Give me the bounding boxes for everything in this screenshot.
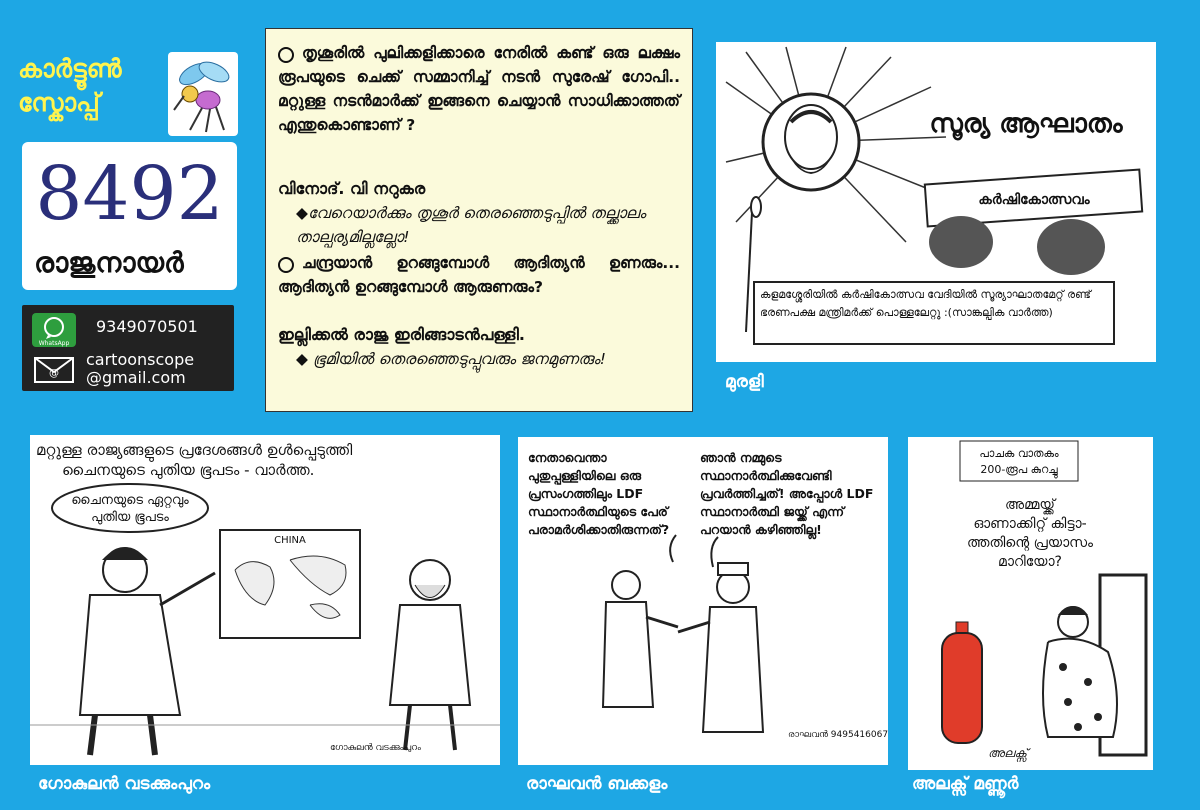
- email-line-1: cartoonscope: [86, 350, 195, 369]
- artist-signature: അലക്സ്: [988, 746, 1028, 760]
- question-2: ചന്ദ്രയാൻ ഉറങ്ങുമ്പോൾ ആദിത്യൻ ഉണരും... ആദിത്യൻ ഉറങ്ങുമ്പോൾ ആരുണരും?: [278, 254, 680, 296]
- gas-cylinder-icon: [942, 622, 982, 743]
- caption-murali: മുരളി: [725, 372, 764, 392]
- brand-line-1: കാർട്ടൂൺ: [18, 54, 122, 83]
- festival-banner: കർഷികോത്സവം: [978, 192, 1090, 208]
- speech-line-2: പുതിയ ഭൂപടം: [91, 510, 169, 525]
- caption-gokulan: ഗോകുലൻ വടക്കുംപുറം: [38, 774, 211, 794]
- question-1-author: വിനോദ്. വി നറുകര: [278, 179, 426, 198]
- email-address: [86, 351, 194, 387]
- cartoon-raghavan: [518, 437, 888, 765]
- contact-box: [22, 305, 234, 391]
- caption-alex: അലക്സ് മണ്ണൂർ: [912, 774, 1019, 794]
- speech-line-1: അമ്മയ്ക്ക്: [1005, 497, 1055, 513]
- news-note: കളമശ്ശേരിയിൽ കർഷികോത്സവ വേദിയിൽ സൂര്യാഘാതമേറ്റ് രണ്ട് ഭരണപക്ഷ മന്ത്രിമർക്ക് പൊള്ളലേറ്റു :(സാങ്കല്പിക വാർത്ത): [760, 288, 1091, 319]
- cartoon-alex: [908, 437, 1153, 770]
- cartoon-gokulan-drawing: [30, 435, 500, 765]
- speech-right: ഞാൻ നമ്മുടെ സ്ഥാനാർത്ഥിക്കുവേണ്ടി പ്രവർത്തിച്ചത്! അപ്പോൾ LDF സ്ഥാനാർത്ഥി ജയ്ക്ക് എന്ന് പറയാൻ കഴിഞ്ഞില്ല!: [700, 450, 874, 537]
- issue-box: [22, 142, 237, 290]
- email-line-2: @gmail.com: [86, 368, 186, 387]
- notice-line-1: പാചക വാതകം: [979, 447, 1059, 460]
- qa-panel: [265, 28, 693, 412]
- speech-line-4: മാറിയോ?: [998, 554, 1062, 570]
- speech-left: നേതാവെന്താ പുതുപ്പള്ളിയിലെ ഒരു പ്രസംഗത്തിലും LDF സ്ഥാനാർത്ഥിയുടെ പേര് പരാമർശിക്കാതിരുന്നത്?: [528, 450, 670, 537]
- bullet-circle-icon: [278, 47, 294, 63]
- issue-number: 8492: [35, 151, 224, 237]
- artist-signature: രാഘവൻ 9495416067: [788, 730, 888, 740]
- caption-raghavan: രാഘവൻ ബക്കളം: [526, 774, 668, 794]
- answer-1: ◆വേറെയാർക്കും തൃശൂർ തെരഞ്ഞെടുപ്പിൽ തല്ക്കാലം താല്പര്യമില്ലല്ലോ!: [296, 204, 646, 246]
- speech-line-1: ചൈനയുടെ ഏറ്റവും: [71, 493, 189, 508]
- cartoon-murali-drawing: [716, 42, 1156, 362]
- mosquito-icon: [168, 52, 238, 136]
- headline-line-2: ചൈനയുടെ പുതിയ ഭൂപടം - വാർത്ത.: [62, 461, 315, 479]
- answer-2: ◆ ഭൂമിയിൽ തെരഞ്ഞെടുപ്പുവരും ജനമുണരും!: [296, 350, 607, 368]
- author-name: രാജുനായർ: [34, 246, 184, 279]
- cartoon-title: സൂര്യ ആഘാതം: [929, 109, 1123, 139]
- mail-icon: [32, 355, 76, 385]
- svg-text:@: @: [49, 368, 59, 379]
- whatsapp-icon: [32, 313, 76, 347]
- bullet-circle-icon: [278, 257, 294, 273]
- cartoon-raghavan-drawing: [518, 437, 888, 765]
- headline-line-1: മറ്റുള്ള രാജ്യങ്ങളുടെ പ്രദേശങ്ങൾ ഉൾപ്പെടുത്തി: [36, 441, 353, 459]
- speech-line-2: ഓണാക്കിറ്റ് കിട്ടാ-: [973, 516, 1087, 532]
- map-label: CHINA: [274, 535, 306, 546]
- cartoon-alex-drawing: [908, 437, 1153, 770]
- speech-line-3: ത്തതിന്റെ പ്രയാസം: [967, 535, 1093, 551]
- question-1: തൃശൂരിൽ പുലിക്കളിക്കാരെ നേരിൽ കണ്ട് ഒരു ലക്ഷം രൂപയുടെ ചെക്ക് സമ്മാനിച്ച് നടൻ സുരേഷ് ഗോപി.. മറ്റുള്ള നടൻമാർക്ക് ഇങ്ങനെ ചെയ്യാൻ സാധിക്കാത്തത് എന്തുകൊണ്ടാണ് ?: [278, 44, 680, 134]
- brand-title: [18, 52, 168, 120]
- notice-line-2: 200-രൂപ കുറച്ചു: [980, 463, 1058, 476]
- brand-line-2: സ്കോപ്പ്: [18, 88, 100, 117]
- artist-signature: ഗോകുലൻ വടക്കുംപുറം: [330, 743, 421, 753]
- cartoon-murali: [716, 42, 1156, 362]
- question-2-author: ഇല്ലിക്കൽ രാജു ഇരിങ്ങാടൻപള്ളി.: [278, 325, 525, 344]
- whatsapp-label: WhatsApp: [38, 340, 70, 347]
- cartoon-gokulan: [30, 435, 500, 765]
- phone-number: 9349070501: [96, 317, 198, 336]
